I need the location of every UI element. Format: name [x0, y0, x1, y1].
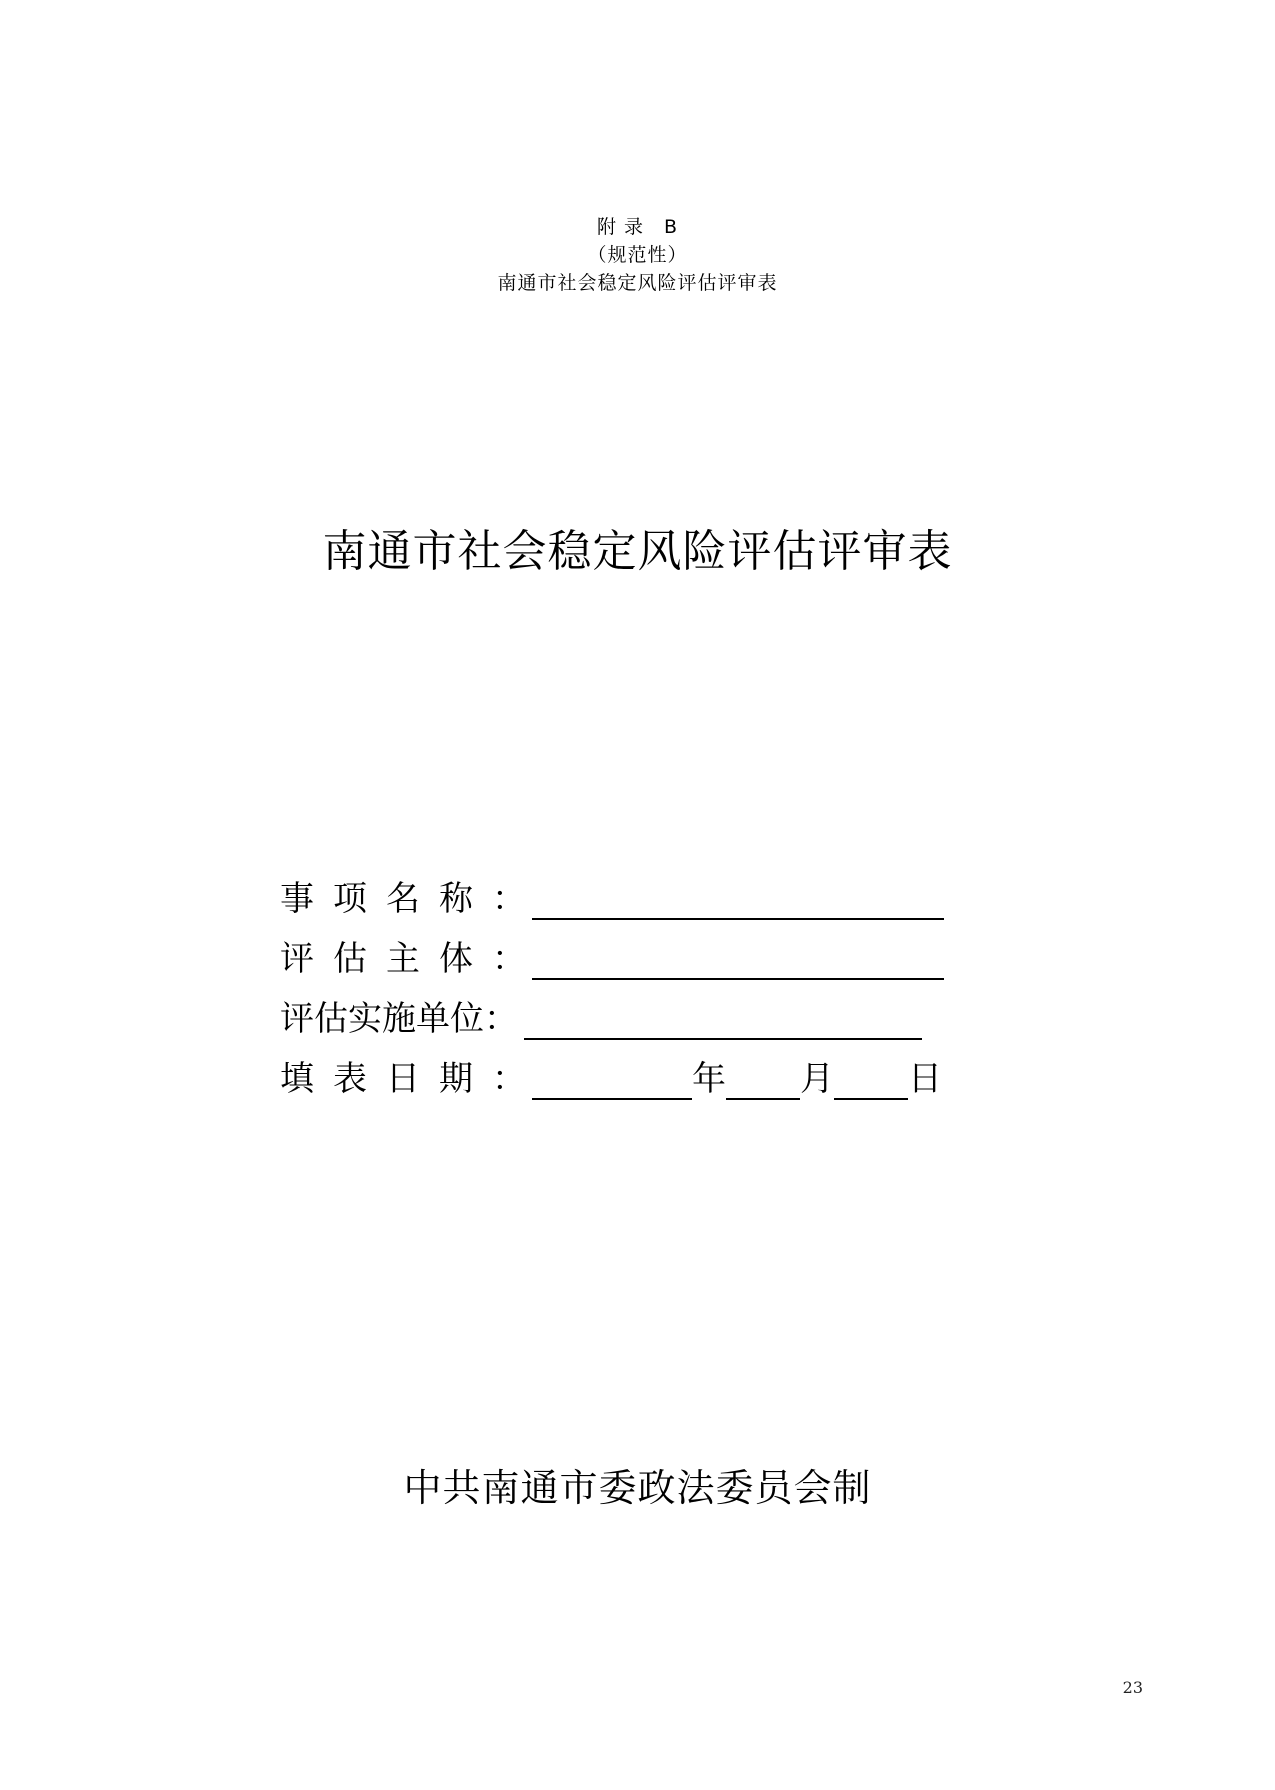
colon: ： [492, 1059, 526, 1099]
unit-field[interactable] [524, 1000, 922, 1040]
issuer: 中共南通市委政法委员会制 [403, 1466, 872, 1510]
appendix-letter: B [664, 216, 679, 238]
form-row-date [280, 1040, 1040, 1100]
item-name-field[interactable] [532, 880, 944, 920]
form-row-assessor [280, 920, 1040, 980]
month-field[interactable] [726, 1060, 800, 1100]
year-unit: 年 [692, 1059, 726, 1099]
cover-form [280, 860, 1040, 1100]
month-unit: 月 [800, 1059, 834, 1099]
item-name-label: 事项名称 [280, 879, 492, 919]
day-unit: 日 [908, 1059, 942, 1099]
date-label: 填表日期 [280, 1059, 492, 1099]
form-row-item-name [280, 860, 1040, 920]
appendix-type: （规范性） [587, 244, 688, 266]
colon: ： [484, 999, 518, 1039]
colon: ： [492, 879, 526, 919]
document-title: 南通市社会稳定风险评估评审表 [322, 526, 953, 577]
appendix-label: 附 录 [596, 216, 644, 238]
form-row-unit [280, 980, 1040, 1040]
assessor-label: 评估主体 [280, 939, 492, 979]
colon: ： [492, 939, 526, 979]
unit-label: 评估实施单位 [280, 999, 484, 1039]
assessor-field[interactable] [532, 940, 944, 980]
page-number: 23 [1122, 1678, 1143, 1697]
year-field[interactable] [532, 1060, 692, 1100]
day-field[interactable] [834, 1060, 908, 1100]
appendix-heading [0, 214, 1275, 241]
appendix-subtitle: 南通市社会稳定风险评估评审表 [497, 272, 778, 294]
